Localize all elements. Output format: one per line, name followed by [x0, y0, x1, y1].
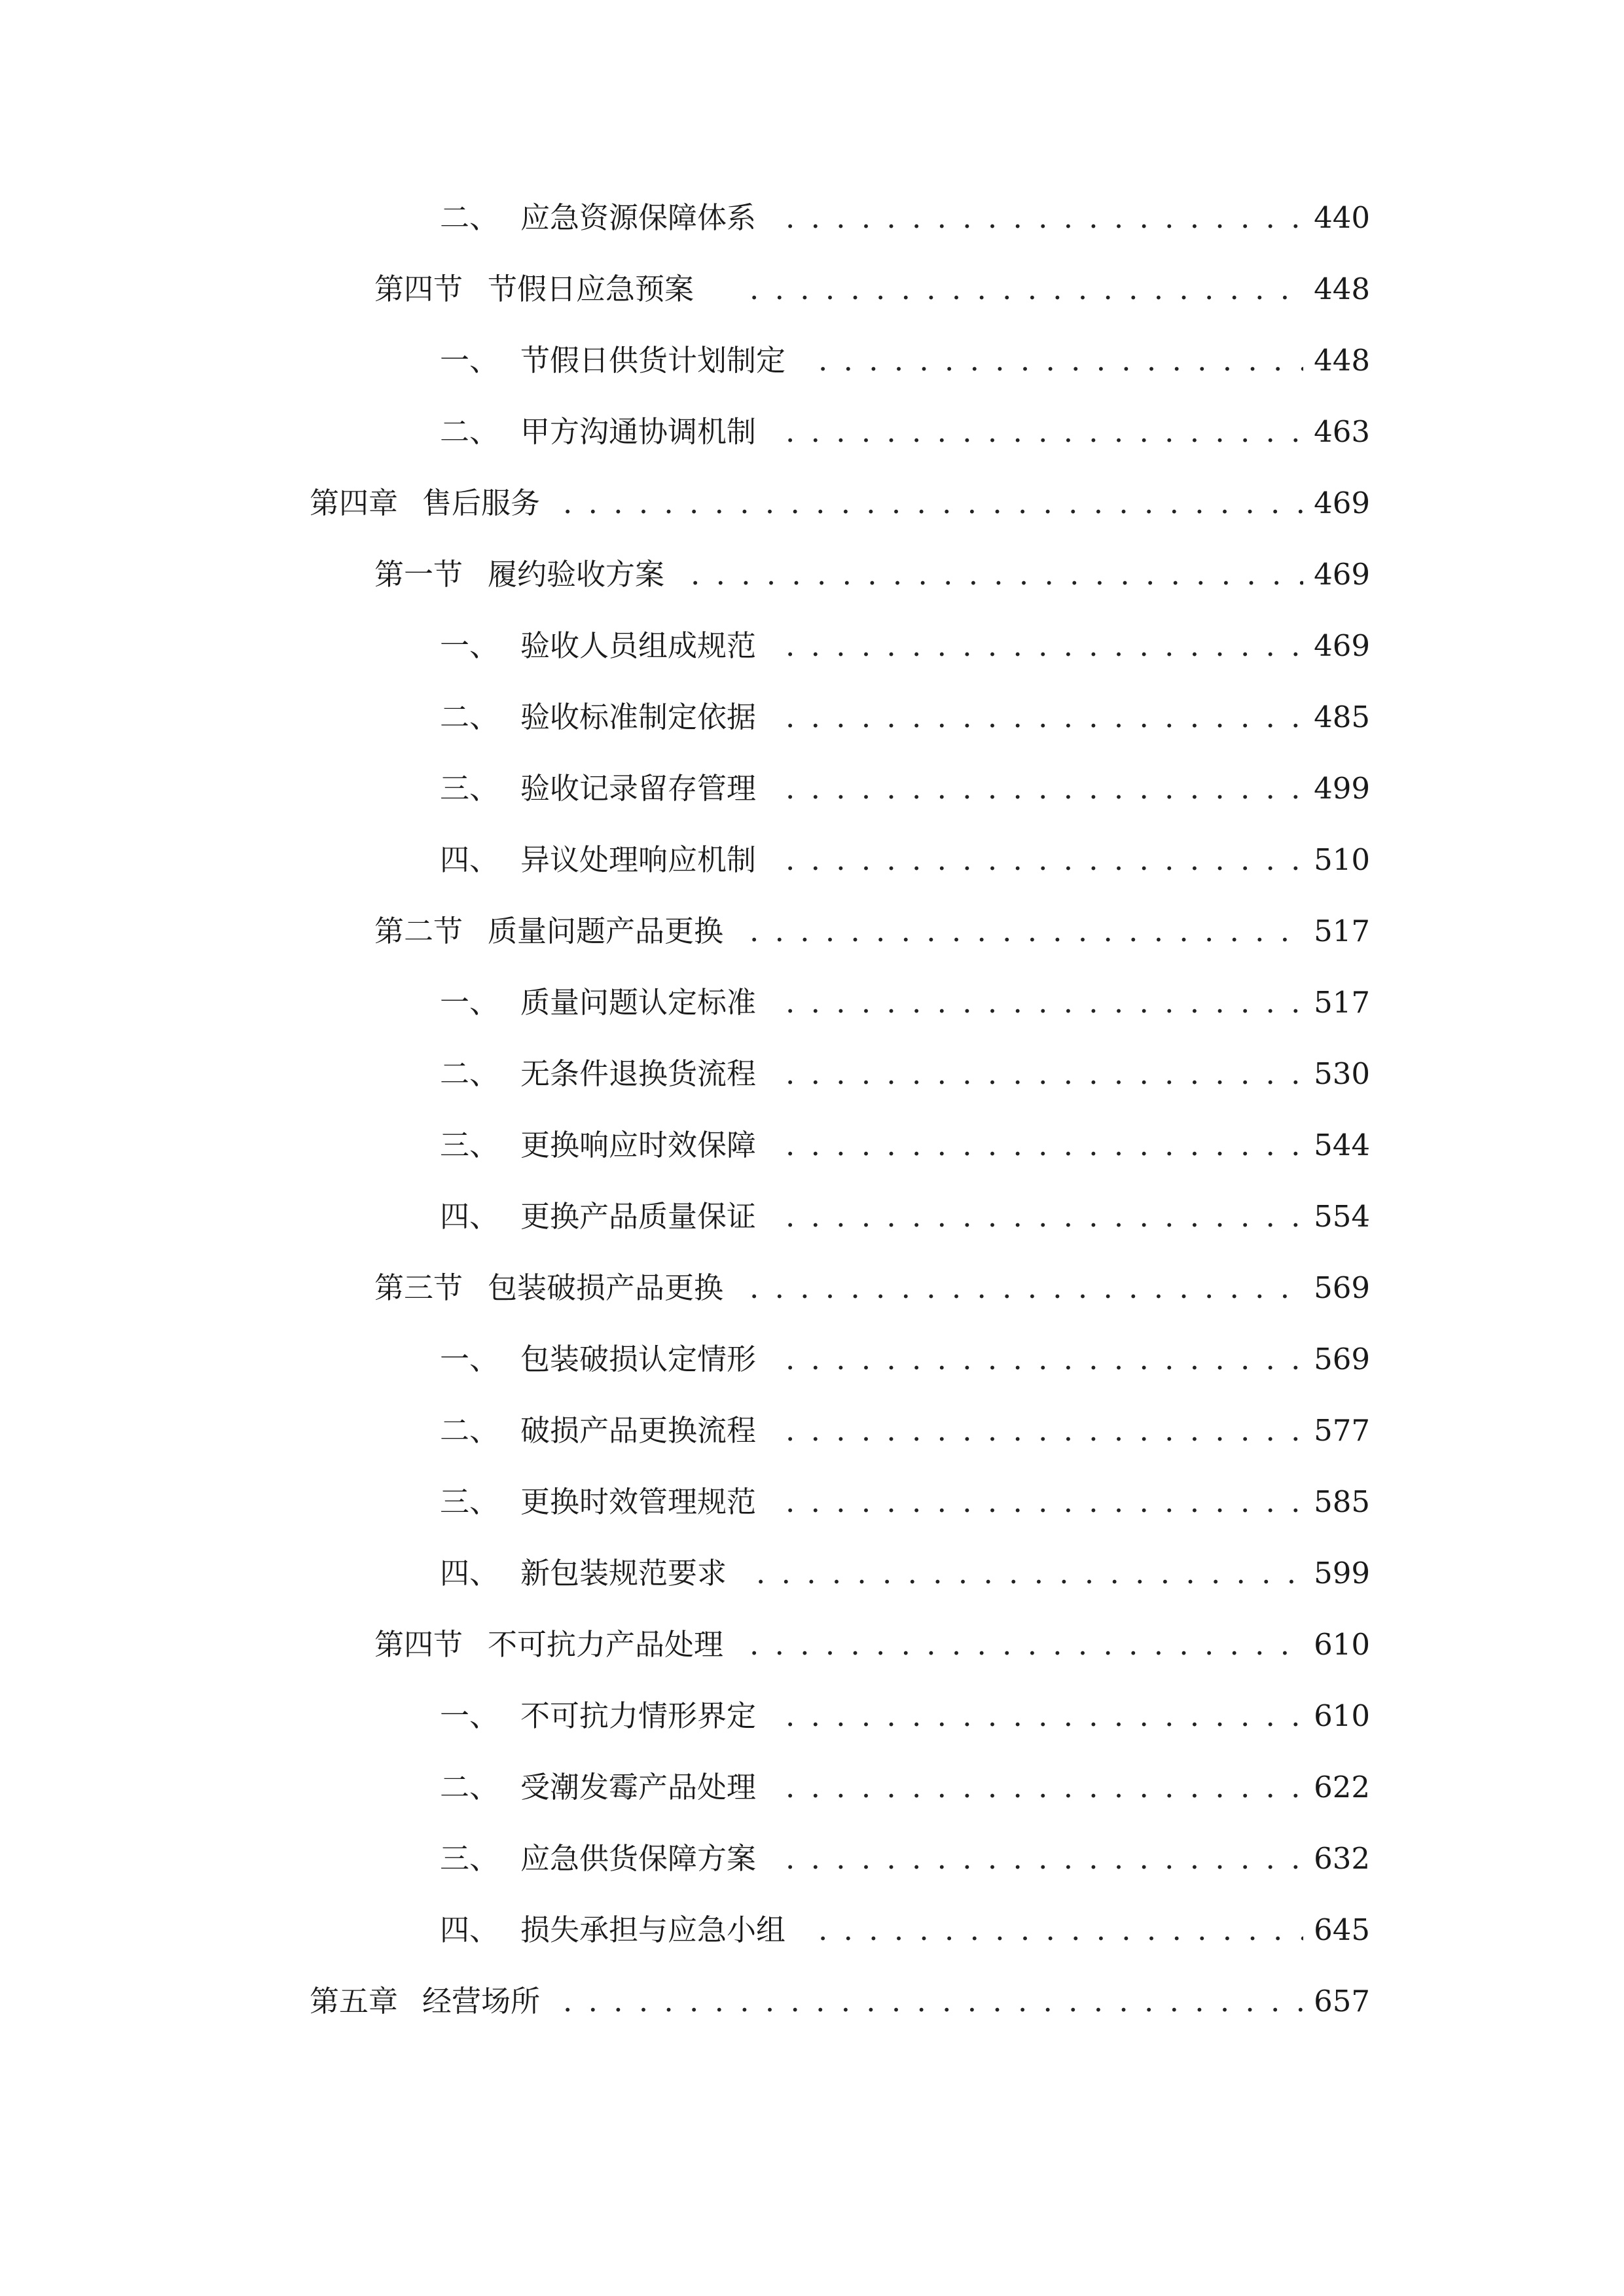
dot-leader	[749, 905, 1303, 958]
page-number: 554	[1314, 1199, 1370, 1234]
toc-entry[interactable]	[0, 334, 1624, 387]
dot-leader	[785, 762, 1303, 815]
entry-title: 验收记录留存管理	[520, 771, 757, 806]
toc-entry[interactable]	[0, 1690, 1624, 1742]
toc-entry[interactable]	[0, 1048, 1624, 1100]
page-number: 544	[1314, 1128, 1370, 1162]
entry-title: 质量问题产品更换	[488, 914, 724, 948]
toc-entry[interactable]	[0, 1476, 1624, 1528]
page-number: 569	[1314, 1342, 1370, 1376]
toc-entry[interactable]	[0, 834, 1624, 886]
page-number: 469	[1314, 628, 1370, 663]
toc-entry[interactable]	[0, 1975, 1624, 2028]
toc-entry[interactable]	[0, 1761, 1624, 1814]
entry-marker: 四、	[440, 1199, 499, 1234]
dot-leader	[749, 263, 1303, 315]
toc-entry[interactable]	[0, 1333, 1624, 1386]
page-number: 448	[1314, 272, 1370, 306]
page-number: 469	[1314, 486, 1370, 520]
toc-entry[interactable]	[0, 905, 1624, 958]
dot-leader	[785, 1119, 1303, 1172]
entry-title: 经营场所	[422, 1984, 541, 2018]
toc-entry[interactable]	[0, 1547, 1624, 1600]
entry-title: 应急资源保障体系	[520, 200, 757, 235]
entry-marker: 第四节	[374, 1627, 463, 1662]
toc-entry[interactable]	[0, 1191, 1624, 1243]
entry-title: 更换产品质量保证	[520, 1199, 757, 1234]
dot-leader	[785, 1833, 1303, 1885]
dot-leader	[818, 334, 1303, 387]
dot-leader	[785, 192, 1303, 244]
page-number: 610	[1314, 1627, 1370, 1662]
entry-title: 更换时效管理规范	[520, 1484, 757, 1519]
page-number: 499	[1314, 771, 1370, 806]
dot-leader	[785, 834, 1303, 886]
toc-entry[interactable]	[0, 548, 1624, 601]
entry-title: 包装破损认定情形	[520, 1342, 757, 1376]
toc-entry[interactable]	[0, 1119, 1624, 1172]
entry-marker: 一、	[440, 1342, 499, 1376]
entry-title: 售后服务	[422, 486, 541, 520]
entry-title: 不可抗力情形界定	[520, 1698, 757, 1733]
entry-marker: 二、	[440, 1770, 499, 1804]
dot-leader	[563, 1975, 1303, 2028]
entry-marker: 二、	[440, 414, 499, 449]
entry-marker: 三、	[440, 1841, 499, 1876]
dot-leader	[785, 691, 1303, 744]
entry-marker: 第二节	[374, 914, 463, 948]
entry-title: 验收标准制定依据	[520, 700, 757, 734]
toc-entry[interactable]	[0, 477, 1624, 529]
entry-title: 异议处理响应机制	[520, 842, 757, 877]
page-number: 622	[1314, 1770, 1370, 1804]
toc-entry[interactable]	[0, 1619, 1624, 1671]
toc-entry[interactable]	[0, 406, 1624, 458]
dot-leader	[785, 1405, 1303, 1457]
toc-entry[interactable]	[0, 762, 1624, 815]
toc-entry[interactable]	[0, 1262, 1624, 1314]
entry-marker: 第一节	[374, 557, 463, 592]
toc-entry[interactable]	[0, 263, 1624, 315]
entry-marker: 三、	[440, 771, 499, 806]
dot-leader	[785, 1191, 1303, 1243]
dot-leader	[785, 1333, 1303, 1386]
entry-marker: 四、	[440, 842, 499, 877]
page-number: 569	[1314, 1270, 1370, 1305]
entry-title: 不可抗力产品处理	[488, 1627, 724, 1662]
entry-marker: 一、	[440, 343, 499, 378]
page-number: 577	[1314, 1413, 1370, 1448]
entry-title: 质量问题认定标准	[520, 985, 757, 1020]
entry-title: 验收人员组成规范	[520, 628, 757, 663]
page-number: 510	[1314, 842, 1370, 877]
entry-marker: 一、	[440, 1698, 499, 1733]
page-number: 517	[1314, 914, 1370, 948]
dot-leader	[785, 1476, 1303, 1528]
entry-title: 应急供货保障方案	[520, 1841, 757, 1876]
page-number: 517	[1314, 985, 1370, 1020]
entry-title: 破损产品更换流程	[520, 1413, 757, 1448]
entry-marker: 三、	[440, 1484, 499, 1519]
dot-leader	[756, 1547, 1303, 1600]
toc-entry[interactable]	[0, 1405, 1624, 1457]
page-number: 585	[1314, 1484, 1370, 1519]
entry-marker: 二、	[440, 200, 499, 235]
entry-marker: 一、	[440, 628, 499, 663]
toc-entry[interactable]	[0, 977, 1624, 1029]
toc-entry[interactable]	[0, 691, 1624, 744]
entry-marker: 第四节	[374, 272, 463, 306]
dot-leader	[691, 548, 1303, 601]
page-number: 645	[1314, 1912, 1370, 1947]
toc-entry[interactable]	[0, 1904, 1624, 1956]
entry-title: 无条件退换货流程	[520, 1056, 757, 1091]
entry-marker: 二、	[440, 1413, 499, 1448]
page-number: 469	[1314, 557, 1370, 592]
entry-title: 包装破损产品更换	[488, 1270, 724, 1305]
entry-title: 更换响应时效保障	[520, 1128, 757, 1162]
entry-marker: 第五章	[310, 1984, 399, 2018]
dot-leader	[749, 1262, 1303, 1314]
page-number: 530	[1314, 1056, 1370, 1091]
toc-entry[interactable]	[0, 1833, 1624, 1885]
dot-leader	[785, 1048, 1303, 1100]
entry-marker: 第三节	[374, 1270, 463, 1305]
entry-marker: 一、	[440, 985, 499, 1020]
dot-leader	[749, 1619, 1303, 1671]
page-number: 657	[1314, 1984, 1370, 2018]
entry-title: 受潮发霉产品处理	[520, 1770, 757, 1804]
entry-title: 损失承担与应急小组	[520, 1912, 786, 1947]
entry-marker: 三、	[440, 1128, 499, 1162]
dot-leader	[785, 620, 1303, 672]
entry-title: 履约验收方案	[488, 557, 665, 592]
page-number: 485	[1314, 700, 1370, 734]
entry-marker: 二、	[440, 700, 499, 734]
entry-marker: 第四章	[310, 486, 399, 520]
entry-marker: 二、	[440, 1056, 499, 1091]
page-number: 610	[1314, 1698, 1370, 1733]
entry-marker: 四、	[440, 1912, 499, 1947]
dot-leader	[785, 977, 1303, 1029]
page-number: 440	[1314, 200, 1370, 235]
page-number: 632	[1314, 1841, 1370, 1876]
page-number: 448	[1314, 343, 1370, 378]
dot-leader	[563, 477, 1303, 529]
page-number: 463	[1314, 414, 1370, 449]
entry-marker: 四、	[440, 1556, 499, 1590]
toc-entry[interactable]	[0, 192, 1624, 244]
dot-leader	[785, 1690, 1303, 1742]
dot-leader	[785, 406, 1303, 458]
entry-title: 节假日供货计划制定	[520, 343, 786, 378]
toc-entry[interactable]	[0, 620, 1624, 672]
dot-leader	[785, 1761, 1303, 1814]
entry-title: 新包装规范要求	[520, 1556, 727, 1590]
entry-title: 节假日应急预案	[488, 272, 695, 306]
entry-title: 甲方沟通协调机制	[520, 414, 757, 449]
dot-leader	[818, 1904, 1303, 1956]
page-number: 599	[1314, 1556, 1370, 1590]
